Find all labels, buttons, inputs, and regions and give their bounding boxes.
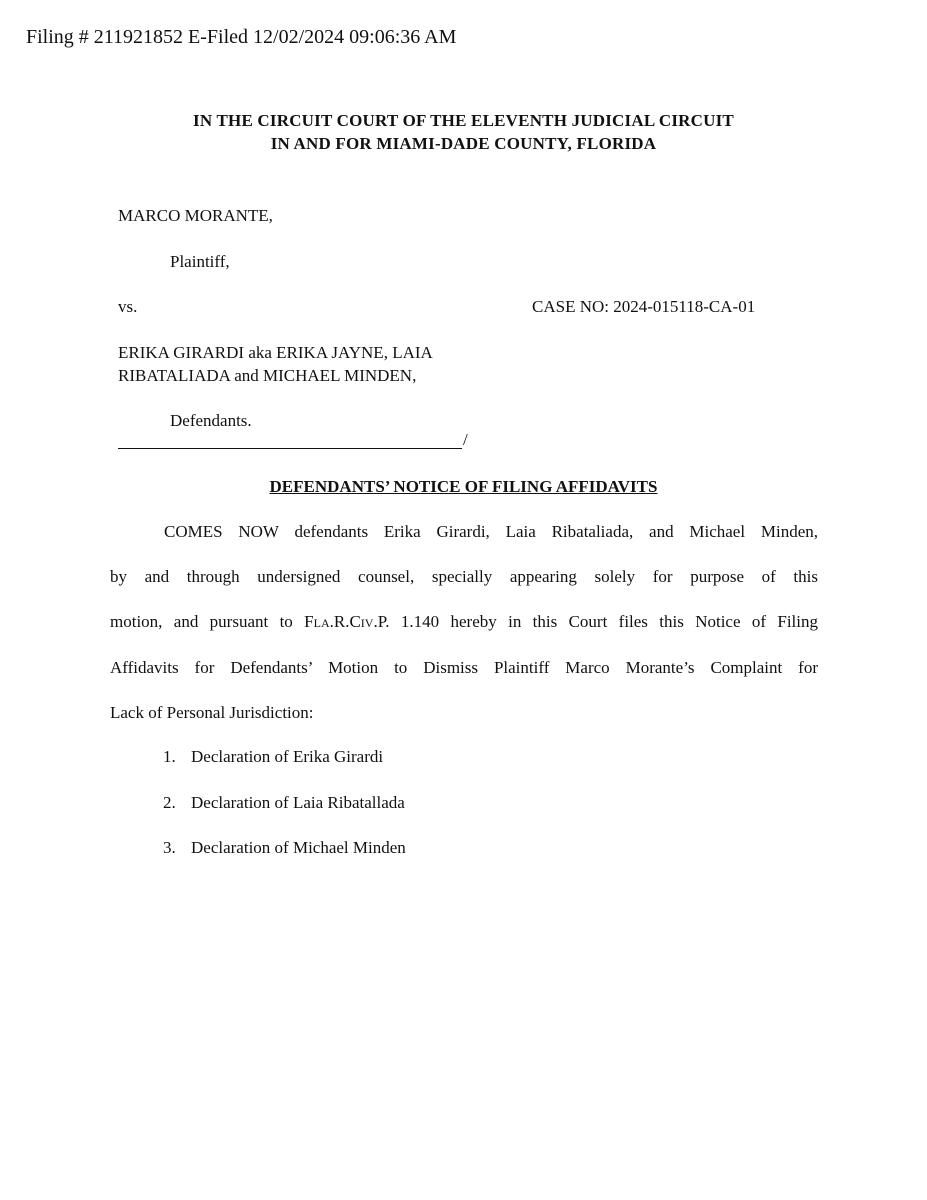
list-item-declaration-minden: Declaration of Michael Minden — [191, 838, 406, 857]
filing-stamp: Filing # 211921852 E-Filed 12/02/2024 09:06:36 AM — [26, 26, 457, 48]
body-line-4: Affidavits for Defendants’ Motion to Dismiss Plaintiff Marco Morante’s Complaint for — [110, 658, 818, 677]
body-line-1: COMES NOW defendants Erika Girardi, Laia Ribataliada, and Michael Minden, — [164, 522, 818, 541]
rule-citation: Fla.R.Civ.P. — [304, 612, 390, 631]
versus-label: vs. — [118, 297, 138, 316]
case-number: CASE NO: 2024-015118-CA-01 — [532, 297, 756, 316]
court-heading-line2: IN AND FOR MIAMI-DADE COUNTY, FLORIDA — [270, 134, 657, 153]
body-line-3-start: motion, and pursuant to — [110, 612, 305, 631]
list-item-number: 2. — [163, 793, 176, 812]
list-item-declaration-girardi: Declaration of Erika Girardi — [191, 747, 384, 766]
document-title-text: DEFENDANTS’ NOTICE OF FILING AFFIDAVITS — [269, 477, 658, 496]
list-item-declaration-ribatallada: Declaration of Laia Ribatallada — [191, 793, 405, 812]
list-item-number: 1. — [163, 747, 176, 766]
body-line-5: Lack of Personal Jurisdiction: — [110, 703, 314, 722]
plaintiff-name: MARCO MORANTE, — [118, 206, 273, 225]
caption-slash: / — [463, 430, 468, 449]
body-line-2: by and through undersigned counsel, specially appearing solely for purpose of this — [110, 567, 818, 586]
body-line-3-end: 1.140 hereby in this Court files this Notice of Filing — [389, 612, 818, 631]
defendants-names-line1: ERIKA GIRARDI aka ERIKA JAYNE, LAIA — [118, 343, 433, 362]
defendants-role: Defendants. — [170, 411, 252, 430]
caption-rule — [118, 448, 462, 449]
defendants-names-line2: RIBATALIADA and MICHAEL MINDEN, — [118, 366, 417, 385]
document-title — [0, 477, 927, 497]
court-heading-line1: IN THE CIRCUIT COURT OF THE ELEVENTH JUDICIAL CIRCUIT — [193, 111, 734, 130]
body-line-3 — [110, 612, 818, 632]
plaintiff-role: Plaintiff, — [170, 252, 230, 271]
list-item-number: 3. — [163, 838, 176, 857]
